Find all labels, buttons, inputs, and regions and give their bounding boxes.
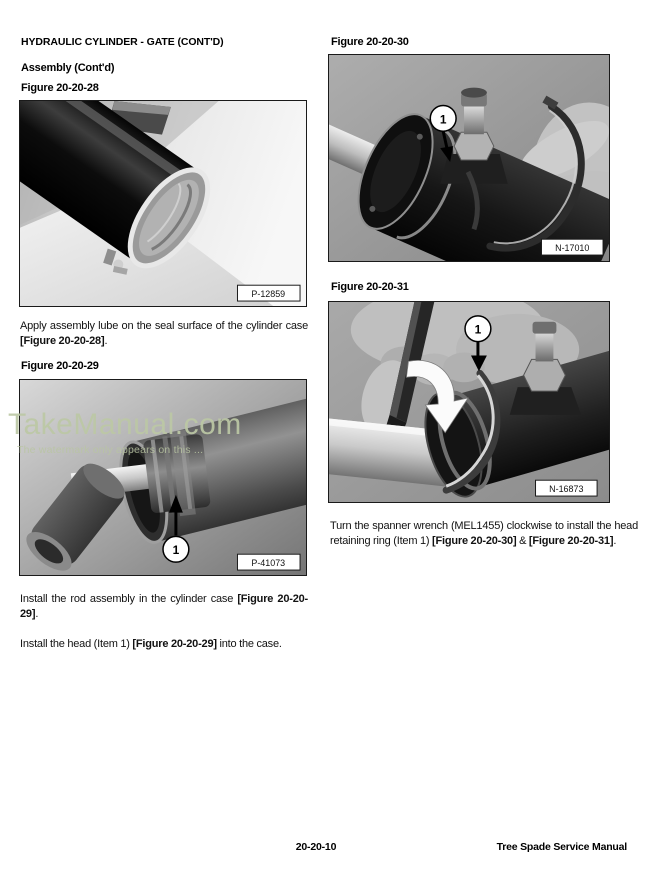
figure-reference: [Figure 20-20-30] bbox=[432, 535, 517, 547]
footer-manual-title: Tree Spade Service Manual bbox=[496, 841, 627, 853]
figure-28-label: Figure 20-20-28 bbox=[21, 82, 99, 94]
figure-29-label: Figure 20-20-29 bbox=[21, 360, 99, 372]
paragraph-text: . bbox=[613, 535, 617, 547]
callout-1 bbox=[430, 106, 456, 132]
figure-28-photo bbox=[19, 100, 307, 307]
watermark-text: TakeManual.com bbox=[8, 408, 242, 441]
paragraph-install-rod bbox=[20, 592, 308, 622]
figure-30-label: Figure 20-20-30 bbox=[331, 36, 409, 48]
section-subtitle: Assembly (Cont'd) bbox=[21, 62, 115, 74]
photo-id-box bbox=[536, 480, 598, 496]
figure-30-illustration bbox=[329, 55, 609, 261]
figure-31-photo bbox=[328, 301, 610, 503]
figure-28-illustration bbox=[20, 101, 306, 306]
photo-id: P-41073 bbox=[251, 558, 286, 569]
callout-number: 1 bbox=[439, 112, 447, 127]
figure-31-illustration bbox=[329, 302, 609, 502]
photo-id-box bbox=[237, 285, 300, 301]
watermark-subtext: The watermark only appears on this ... bbox=[17, 444, 204, 456]
footer-page-number: 20-20-10 bbox=[295, 841, 337, 853]
photo-id: P-12859 bbox=[251, 289, 286, 300]
callout-number: 1 bbox=[474, 322, 482, 337]
paragraph-text: Apply assembly lube on the seal surface of the cylinder case bbox=[20, 320, 308, 332]
paragraph-text: & bbox=[516, 535, 529, 547]
photo-id: N-16873 bbox=[549, 484, 584, 495]
photo-id-box bbox=[237, 554, 300, 570]
paragraph-install-head bbox=[20, 637, 312, 652]
figure-reference: [Figure 20-20-31] bbox=[528, 535, 614, 547]
paragraph-apply-lube bbox=[20, 319, 308, 349]
paragraph-text: into the case. bbox=[216, 638, 282, 650]
page-title: HYDRAULIC CYLINDER - GATE (CONT'D) bbox=[21, 36, 224, 48]
figure-31-label: Figure 20-20-31 bbox=[331, 281, 409, 293]
paragraph-text: . bbox=[104, 335, 108, 347]
paragraph-text: Install the rod assembly in the cylinder case bbox=[20, 593, 238, 605]
paragraph-text: Turn the spanner wrench (MEL1455) clockwise to install the head retaining ring (Item 1) bbox=[330, 520, 638, 547]
figure-30-photo bbox=[328, 54, 610, 262]
paragraph-spanner-wrench bbox=[330, 519, 638, 549]
figure-reference: [Figure 20-20-29] bbox=[132, 638, 217, 650]
callout-number: 1 bbox=[172, 543, 180, 558]
photo-id: N-17010 bbox=[555, 243, 590, 254]
figure-reference: [Figure 20-20-29] bbox=[20, 593, 308, 620]
callout-1 bbox=[163, 536, 189, 562]
figure-29-photo bbox=[19, 379, 307, 576]
paragraph-text: Install the head (Item 1) bbox=[20, 638, 133, 650]
figure-reference: [Figure 20-20-28] bbox=[20, 335, 105, 347]
paragraph-text: . bbox=[35, 608, 39, 620]
callout-1 bbox=[465, 316, 491, 342]
figure-29-illustration bbox=[20, 380, 306, 575]
photo-id-box bbox=[541, 239, 603, 255]
